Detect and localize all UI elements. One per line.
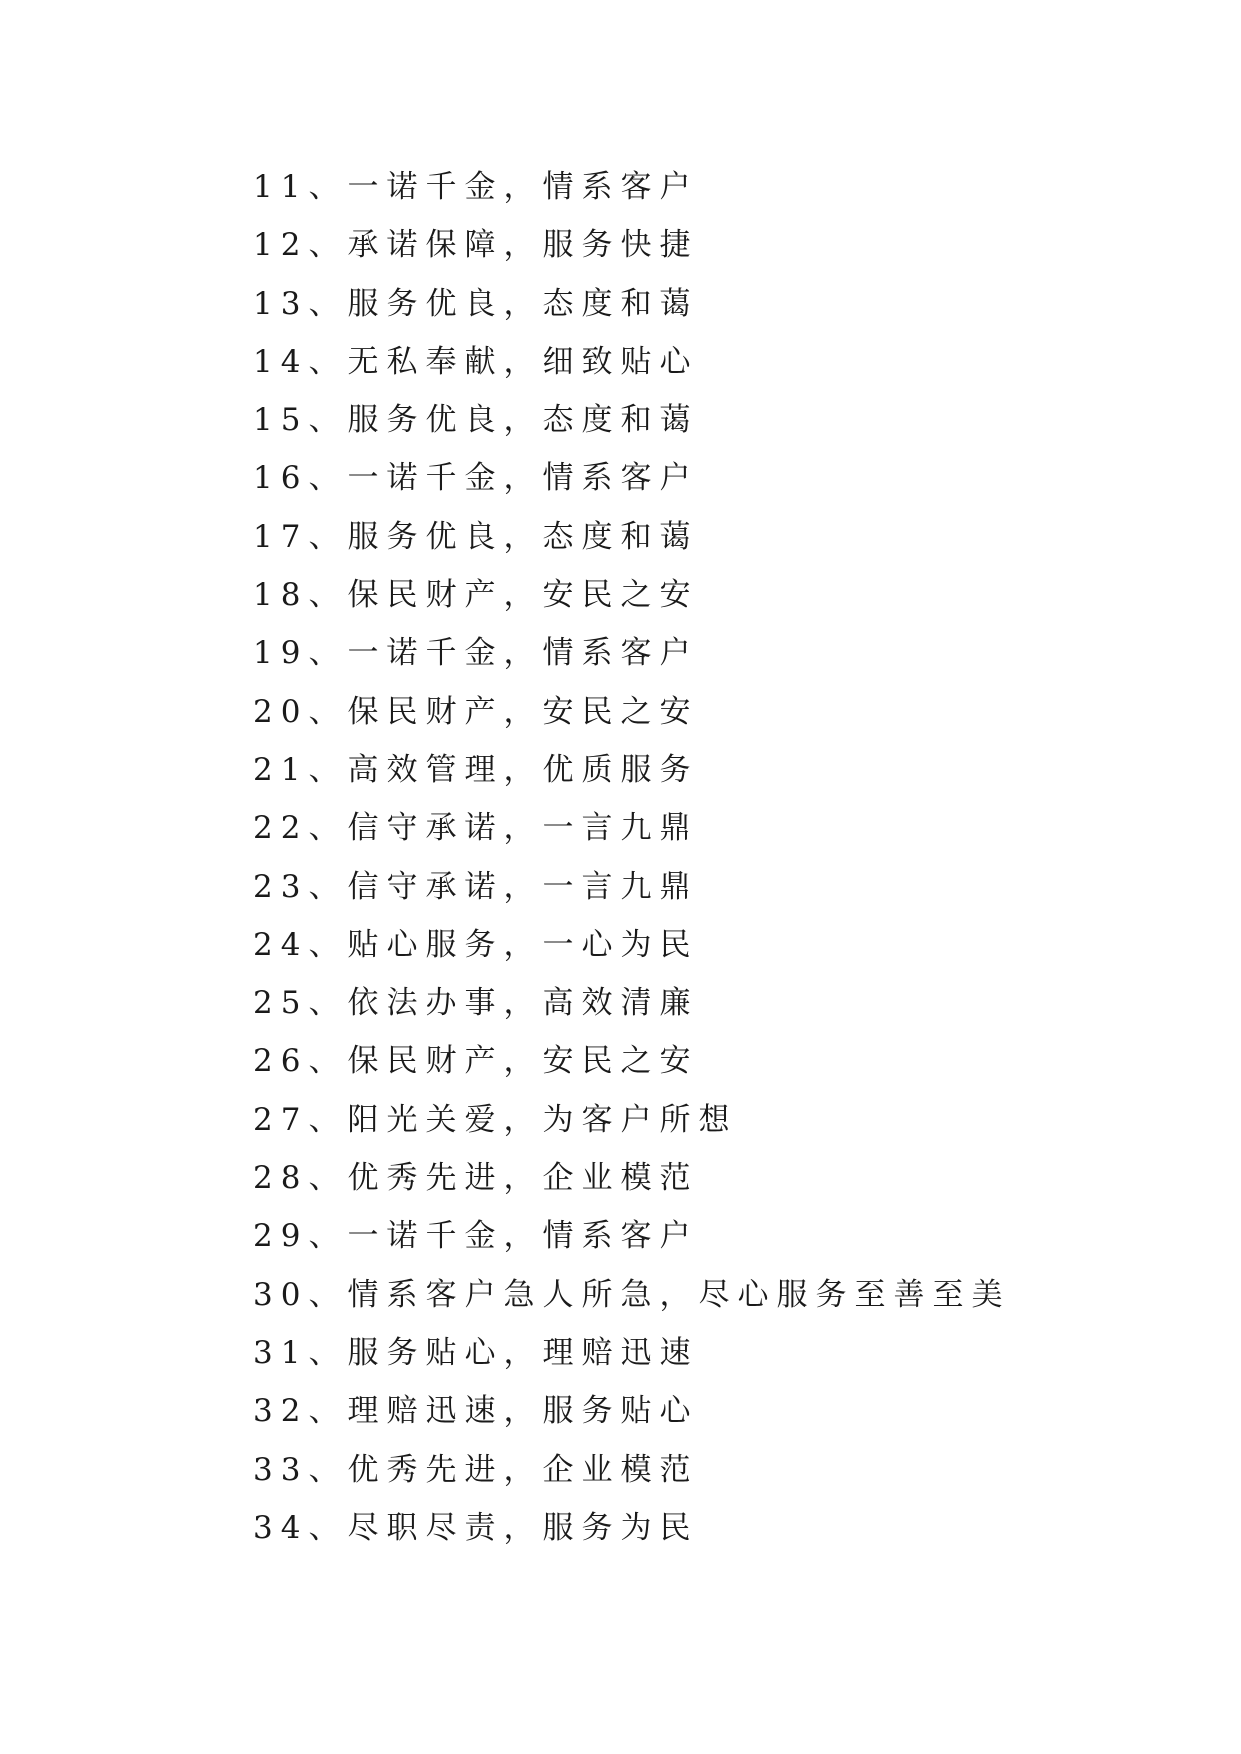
slogan-line: 18、保民财产，安民之安 — [253, 577, 699, 614]
slogan-line: 11、一诺千金，情系客户 — [253, 169, 699, 205]
slogan-line: 28、优秀先进，企业模范 — [253, 1160, 699, 1197]
slogan-line: 31、服务贴心，理赔迅速 — [253, 1334, 699, 1371]
slogan-line: 32、理赔迅速，服务贴心 — [253, 1393, 699, 1430]
slogan-line: 14、无私奉献，细致贴心 — [253, 343, 699, 380]
slogan-line: 20、保民财产，安民之安 — [253, 693, 699, 730]
slogan-line: 30、情系客户急人所急，尽心服务至善至美 — [253, 1276, 1011, 1313]
slogan-line: 25、依法办事，高效清廉 — [253, 985, 699, 1022]
slogan-line: 16、一诺千金，情系客户 — [253, 460, 699, 497]
slogan-line: 12、承诺保障，服务快捷 — [253, 227, 699, 264]
slogan-line: 21、高效管理，优质服务 — [253, 751, 699, 788]
slogan-line: 24、贴心服务，一心为民 — [253, 926, 699, 963]
slogan-line: 22、信守承诺，一言九鼎 — [253, 810, 699, 847]
slogan-line: 26、保民财产，安民之安 — [253, 1043, 699, 1080]
slogan-line: 23、信守承诺，一言九鼎 — [253, 868, 699, 905]
slogan-line: 17、服务优良，态度和蔼 — [253, 518, 699, 555]
slogan-line: 15、服务优良，态度和蔼 — [253, 402, 699, 439]
slogan-list — [253, 158, 1010, 1557]
slogan-line: 27、阳光关爱，为客户所想 — [253, 1101, 738, 1138]
slogan-line: 33、优秀先进，企业模范 — [253, 1451, 699, 1488]
slogan-line: 34、尽职尽责，服务为民 — [253, 1509, 699, 1546]
slogan-line: 19、一诺千金，情系客户 — [253, 635, 699, 672]
slogan-line: 29、一诺千金，情系客户 — [253, 1218, 699, 1255]
slogan-line: 13、服务优良，态度和蔼 — [253, 285, 699, 322]
